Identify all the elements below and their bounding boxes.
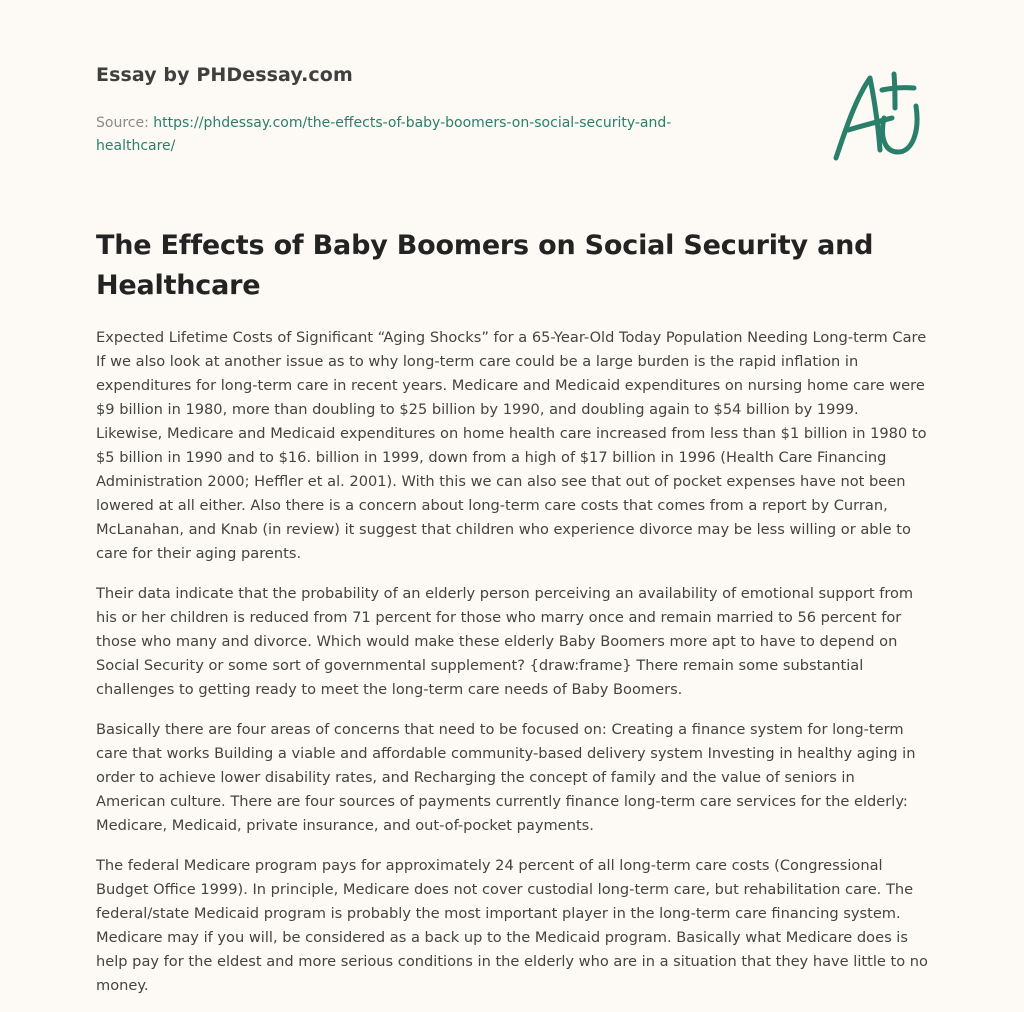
paragraph: The federal Medicare program pays for approximately 24 percent of all long-term care costs (Congressional Budget Office 1999). In principle, Medicare does not cover custodial long-term care, but rehabilitation care. The federal/state Medicaid program is probably the most important player in the long-term care financing system. Medicare may if you will, be considered as a back up to the Medicaid program. Basically what Medicare does is help pay for the eldest and more serious conditions in the elderly who are in a situation that they have little to no money. (96, 857, 928, 994)
site-title: Essay by PHDessay.com (96, 64, 353, 86)
source-line (96, 112, 736, 158)
essay-body (96, 326, 928, 998)
source-link[interactable]: https://phdessay.com/the-effects-of-baby-boomers-on-social-security-and-healthcare/ (96, 115, 672, 154)
a-plus-logo-icon (828, 66, 928, 166)
source-label: Source: (96, 115, 154, 131)
essay-title: The Effects of Baby Boomers on Social Security and Healthcare (96, 230, 874, 301)
paragraph: Basically there are four areas of concerns that need to be focused on: Creating a finance system for long-term care that works Building a viable and affordable community-based delivery system Investing in healthy aging in order to achieve lower disability rates, and Recharging the concept of family and the value of seniors in American culture. There are four sources of payments currently finance long-term care services for the elderly: Medicare, Medicaid, private insurance, and out-of-pocket payments. (96, 721, 916, 834)
paragraph: Expected Lifetime Costs of Significant “Aging Shocks” for a 65-Year-Old Today Population Needing Long-term Care If we also look at another issue as to why long-term care could be a large burden is the rapid inflation in expenditures for long-term care in recent years. Medicare and Medicaid expenditures on nursing home care were $9 billion in 1980, more than doubling to $25 billion by 1990, and doubling again to $54 billion by 1999. Likewise, Medicare and Medicaid expenditures on home health care increased from less than $1 billion in 1980 to $5 billion in 1990 and to $16. billion in 1999, down from a high of $17 billion in 1996 (Health Care Financing Administration 2000; Heffler et al. 2001). With this we can also see that out of pocket expenses have not been lowered at all either. Also there is a concern about long-term care costs that comes from a report by Curran, McLanahan, and Knab (in review) it suggest that children who experience divorce may be less willing or able to care for their aging parents. (96, 329, 927, 562)
header (96, 0, 928, 200)
paragraph: Their data indicate that the probability of an elderly person perceiving an availability of emotional support from his or her children is reduced from 71 percent for those who marry once and remain married to 56 percent for those who many and divorce. Which would make these elderly Baby Boomers more apt to have to depend on Social Security or some sort of governmental supplement? {draw:frame} There remain some substantial challenges to getting ready to meet the long-term care needs of Baby Boomers. (96, 585, 914, 698)
